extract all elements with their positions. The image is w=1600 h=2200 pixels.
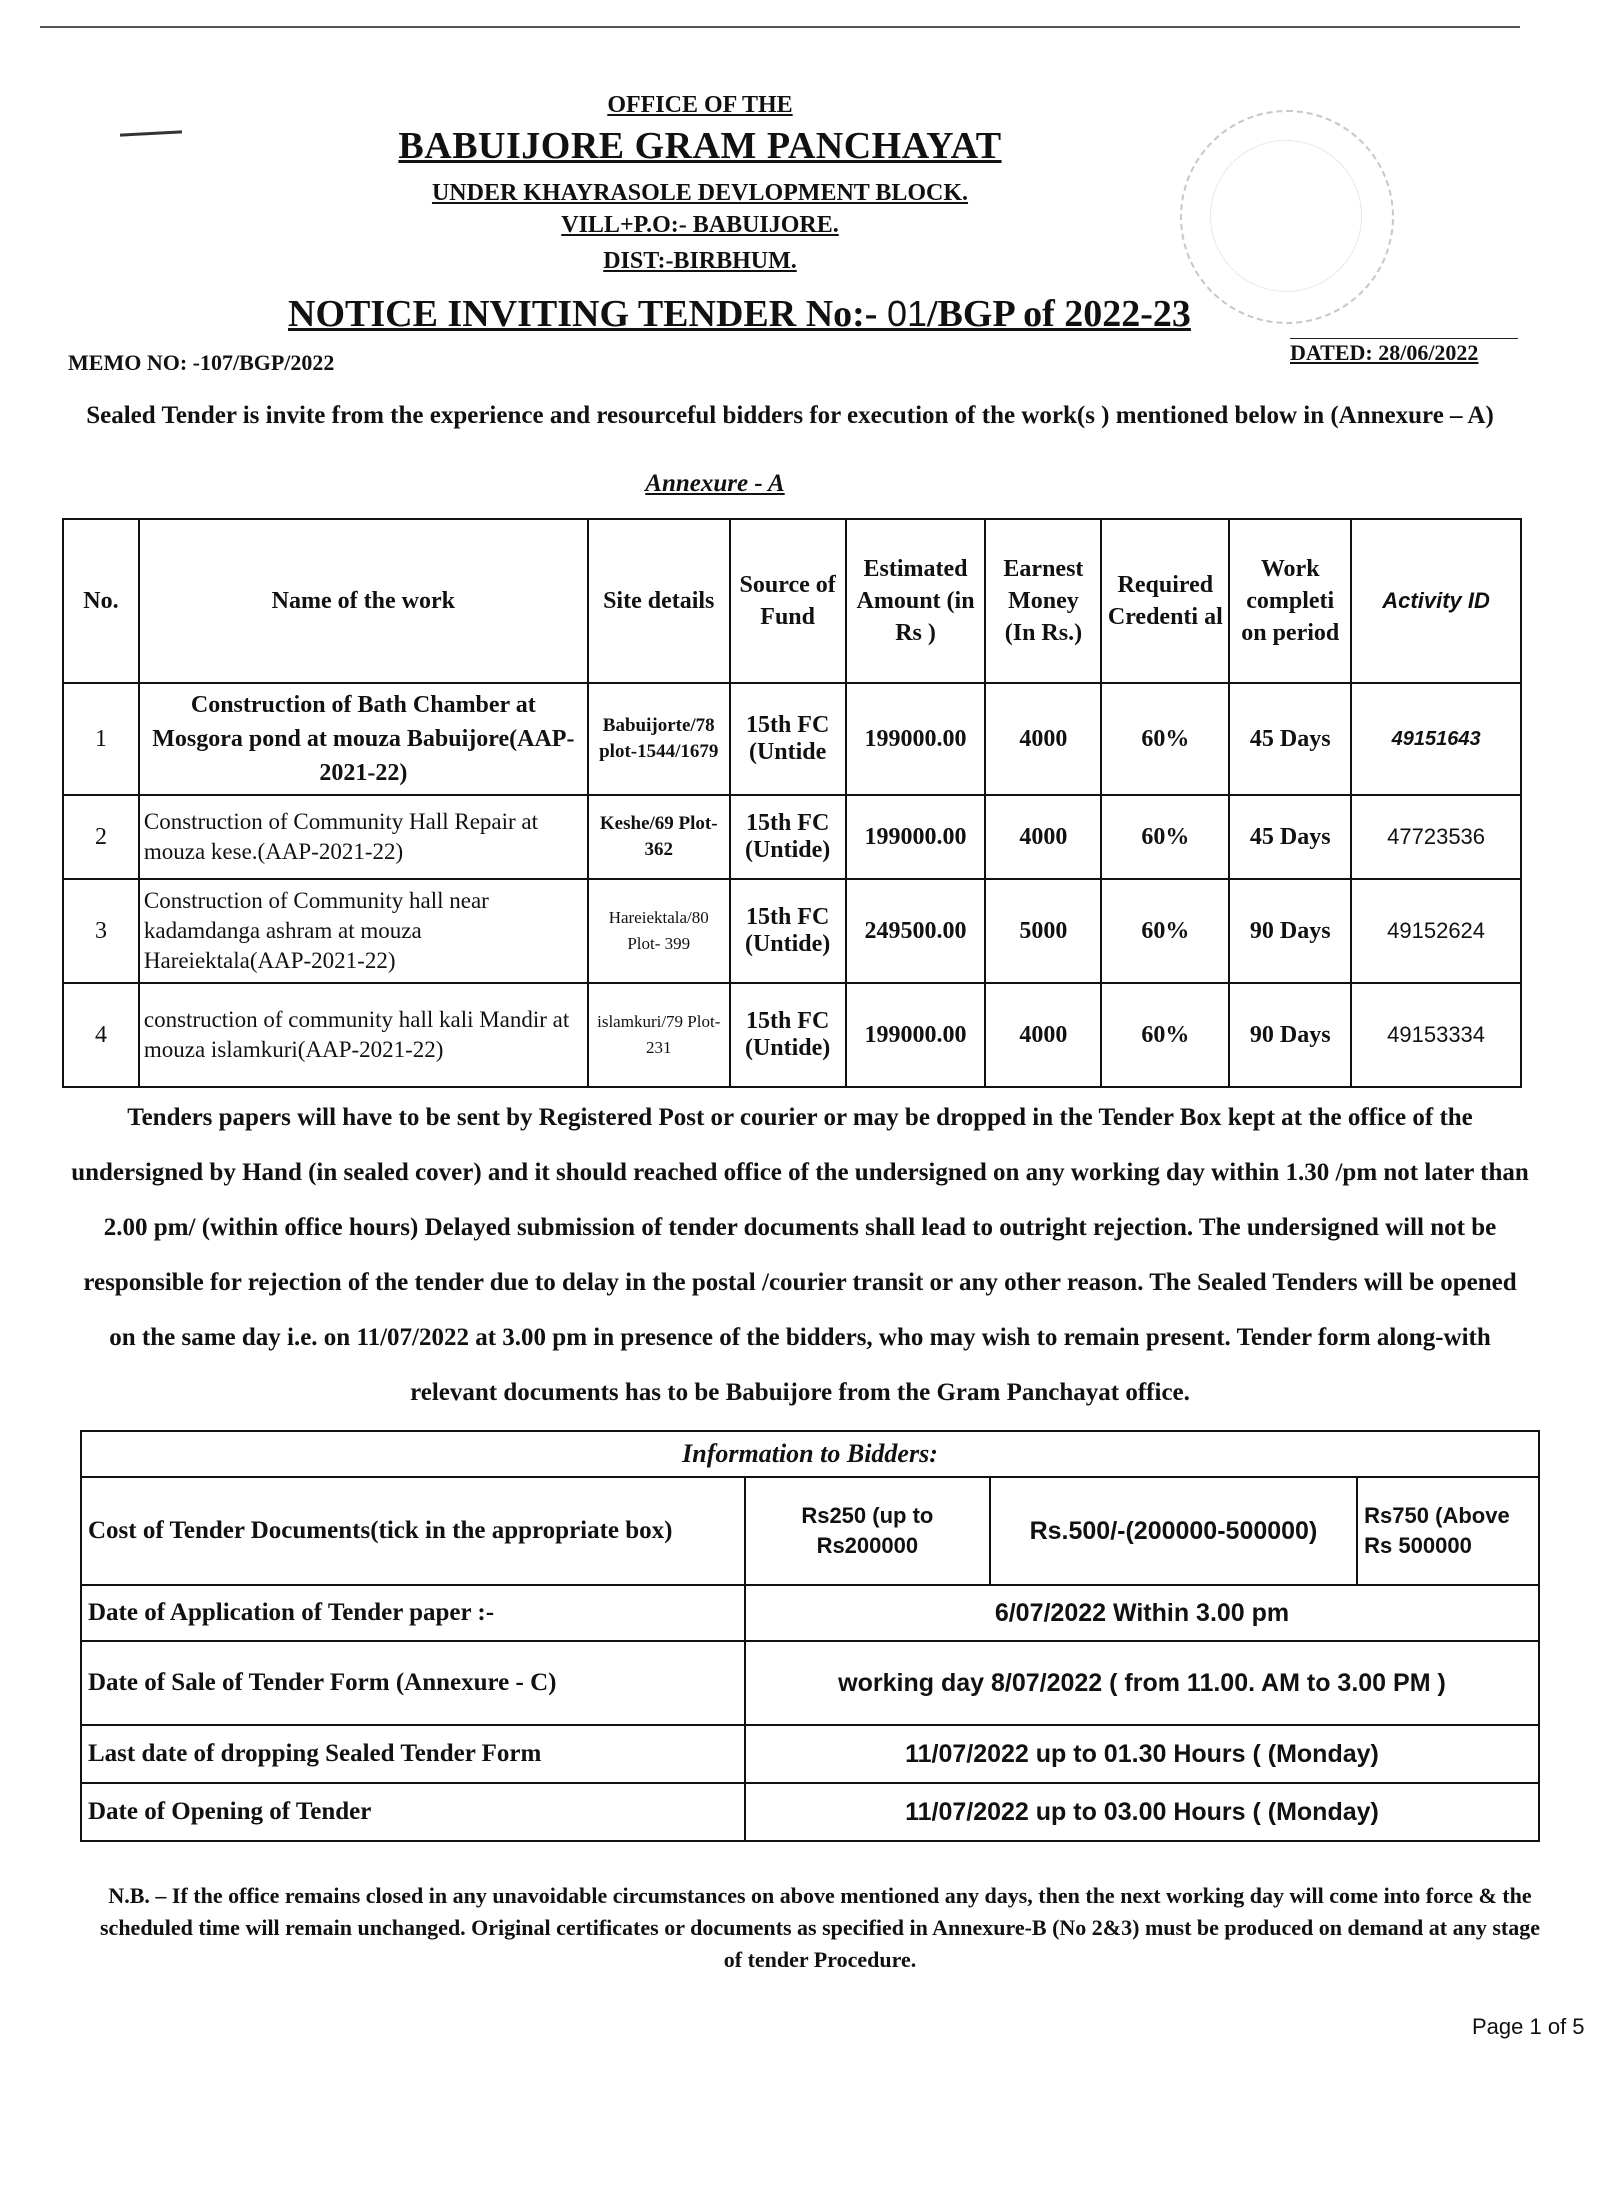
cost-option-250[interactable]: Rs250 (up to Rs200000	[745, 1477, 990, 1585]
panchayat-name: BABUIJORE GRAM PANCHAYAT	[398, 125, 1002, 167]
source-of-fund: 15th FC (Untide)	[730, 879, 846, 983]
activity-id: 47723536	[1351, 795, 1521, 879]
estimated-amount: 199000.00	[846, 683, 986, 795]
tender-title	[288, 292, 1191, 336]
table-row	[81, 1641, 1539, 1725]
site-details: Babuijorte/78 plot-1544/1679	[588, 683, 730, 795]
table-row	[63, 983, 1521, 1087]
estimated-amount: 249500.00	[846, 879, 986, 983]
source-of-fund: 15th FC (Untide)	[730, 795, 846, 879]
bidders-info-table	[80, 1430, 1540, 1842]
completion-period: 90 Days	[1229, 879, 1351, 983]
cost-option-500[interactable]: Rs.500/-(200000-500000)	[990, 1477, 1357, 1585]
activity-id: 49151643	[1351, 683, 1521, 795]
earnest-money: 5000	[985, 879, 1101, 983]
tender-title-suffix: /BGP of 2022-23	[927, 293, 1191, 335]
col-estimated: Estimated Amount (in Rs )	[846, 519, 986, 683]
sale-date-value: working day 8/07/2022 ( from 11.00. AM to 3.00 PM )	[745, 1641, 1539, 1725]
col-no: No.	[63, 519, 139, 683]
row-no: 1	[63, 683, 139, 795]
application-date-label: Date of Application of Tender paper :-	[81, 1585, 745, 1641]
top-rule	[40, 26, 1520, 28]
work-name: construction of community hall kali Mandir at mouza islamkuri(AAP-2021-22)	[139, 983, 588, 1087]
opening-date-label: Date of Opening of Tender	[81, 1783, 745, 1841]
page-number: Page 1 of 5	[1472, 2014, 1585, 2039]
required-credential: 60%	[1101, 879, 1229, 983]
completion-period: 45 Days	[1229, 795, 1351, 879]
work-name: Construction of Bath Chamber at Mosgora pond at mouza Babuijore(AAP-2021-22)	[139, 683, 588, 795]
table-row	[81, 1585, 1539, 1641]
office-line: OFFICE OF THE	[607, 92, 793, 118]
cost-row	[81, 1477, 1539, 1585]
works-table-header	[63, 519, 1521, 683]
opening-date-value: 11/07/2022 up to 03.00 Hours ( (Monday)	[745, 1783, 1539, 1841]
col-name: Name of the work	[139, 519, 588, 683]
table-row	[63, 795, 1521, 879]
last-date-value: 11/07/2022 up to 01.30 Hours ( (Monday)	[745, 1725, 1539, 1783]
activity-id: 49152624	[1351, 879, 1521, 983]
table-row	[81, 1783, 1539, 1841]
site-details: Hareiektala/80 Plot- 399	[588, 879, 730, 983]
col-credential: Required Credenti al	[1101, 519, 1229, 683]
site-details: islamkuri/79 Plot- 231	[588, 983, 730, 1087]
earnest-money: 4000	[985, 983, 1101, 1087]
last-date-label: Last date of dropping Sealed Tender Form	[81, 1725, 745, 1783]
block-line: UNDER KHAYRASOLE DEVLOPMENT BLOCK.	[431, 180, 969, 206]
village-line: VILL+P.O:- BABUIJORE.	[561, 212, 839, 238]
completion-period: 45 Days	[1229, 683, 1351, 795]
col-activity: Activity ID	[1351, 519, 1521, 683]
work-name: Construction of Community hall near kadamdanga ashram at mouza Hareiektala(AAP-2021-22)	[139, 879, 588, 983]
required-credential: 60%	[1101, 795, 1229, 879]
table-row	[81, 1725, 1539, 1783]
annexure-title: Annexure - A	[645, 470, 785, 497]
col-earnest: Earnest Money (In Rs.)	[985, 519, 1101, 683]
required-credential: 60%	[1101, 683, 1229, 795]
cost-option-750[interactable]: Rs750 (Above Rs 500000	[1357, 1477, 1539, 1585]
intro-text: Sealed Tender is invite from the experience and resourceful bidders for execution of the work(s ) mentioned below in (Annexure – A)	[86, 402, 1494, 429]
row-no: 3	[63, 879, 139, 983]
dated: DATED: 28/06/2022	[1290, 340, 1479, 365]
sale-date-label: Date of Sale of Tender Form (Annexure - C)	[81, 1641, 745, 1725]
memo-number: MEMO NO: -107/BGP/2022	[68, 350, 335, 375]
instructions-text: Tenders papers will have to be sent by Registered Post or courier or may be dropped in the Tender Box kept at the office of the undersigned by Hand (in sealed cover) and it should reached office of the undersigned on any working day within 1.30 /pm not later than 2.00 pm/ (within office hours) Delayed submission of tender documents shall lead to outright rejection. The undersigned will not be responsible for rejection of the tender due to delay in the postal /courier transit or any other reason. The Sealed Tenders will be opened on the same day i.e. on 11/07/2022 at 3.00 pm in presence of the bidders, who may wish to remain present. Tender form along-with relevant documents has to be Babuijore from the Gram Panchayat office.	[71, 1104, 1529, 1406]
site-details: Keshe/69 Plot-362	[588, 795, 730, 879]
col-period: Work completi on period	[1229, 519, 1351, 683]
source-of-fund: 15th FC (Untide	[730, 683, 846, 795]
col-site: Site details	[588, 519, 730, 683]
row-no: 4	[63, 983, 139, 1087]
bidders-info-title-row	[81, 1431, 1539, 1477]
district-line: DIST:-BIRBHUM.	[603, 248, 797, 274]
work-name: Construction of Community Hall Repair at mouza kese.(AAP-2021-22)	[139, 795, 588, 879]
activity-id: 49153334	[1351, 983, 1521, 1087]
dated-overline	[1290, 338, 1518, 339]
table-row	[63, 683, 1521, 795]
row-no: 2	[63, 795, 139, 879]
estimated-amount: 199000.00	[846, 983, 986, 1087]
nb-note: N.B. – If the office remains closed in any unavoidable circumstances on above mentioned any days, then the next working day will come into force & the scheduled time will remain unchanged. Original certificates or documents as specified in Annexure-B (No 2&3) must be produced on demand at any stage of tender Procedure.	[100, 1883, 1540, 1972]
earnest-money: 4000	[985, 795, 1101, 879]
earnest-money: 4000	[985, 683, 1101, 795]
bidders-info-title: Information to Bidders:	[81, 1431, 1539, 1477]
required-credential: 60%	[1101, 983, 1229, 1087]
table-row	[63, 879, 1521, 983]
tender-title-prefix: NOTICE INVITING TENDER No:-	[288, 293, 887, 335]
works-table	[62, 518, 1522, 1088]
estimated-amount: 199000.00	[846, 795, 986, 879]
source-of-fund: 15th FC (Untide)	[730, 983, 846, 1087]
application-date-value: 6/07/2022 Within 3.00 pm	[745, 1585, 1539, 1641]
tender-number: 01	[886, 293, 927, 334]
col-fund: Source of Fund	[730, 519, 846, 683]
completion-period: 90 Days	[1229, 983, 1351, 1087]
cost-label: Cost of Tender Documents(tick in the appropriate box)	[81, 1477, 745, 1585]
